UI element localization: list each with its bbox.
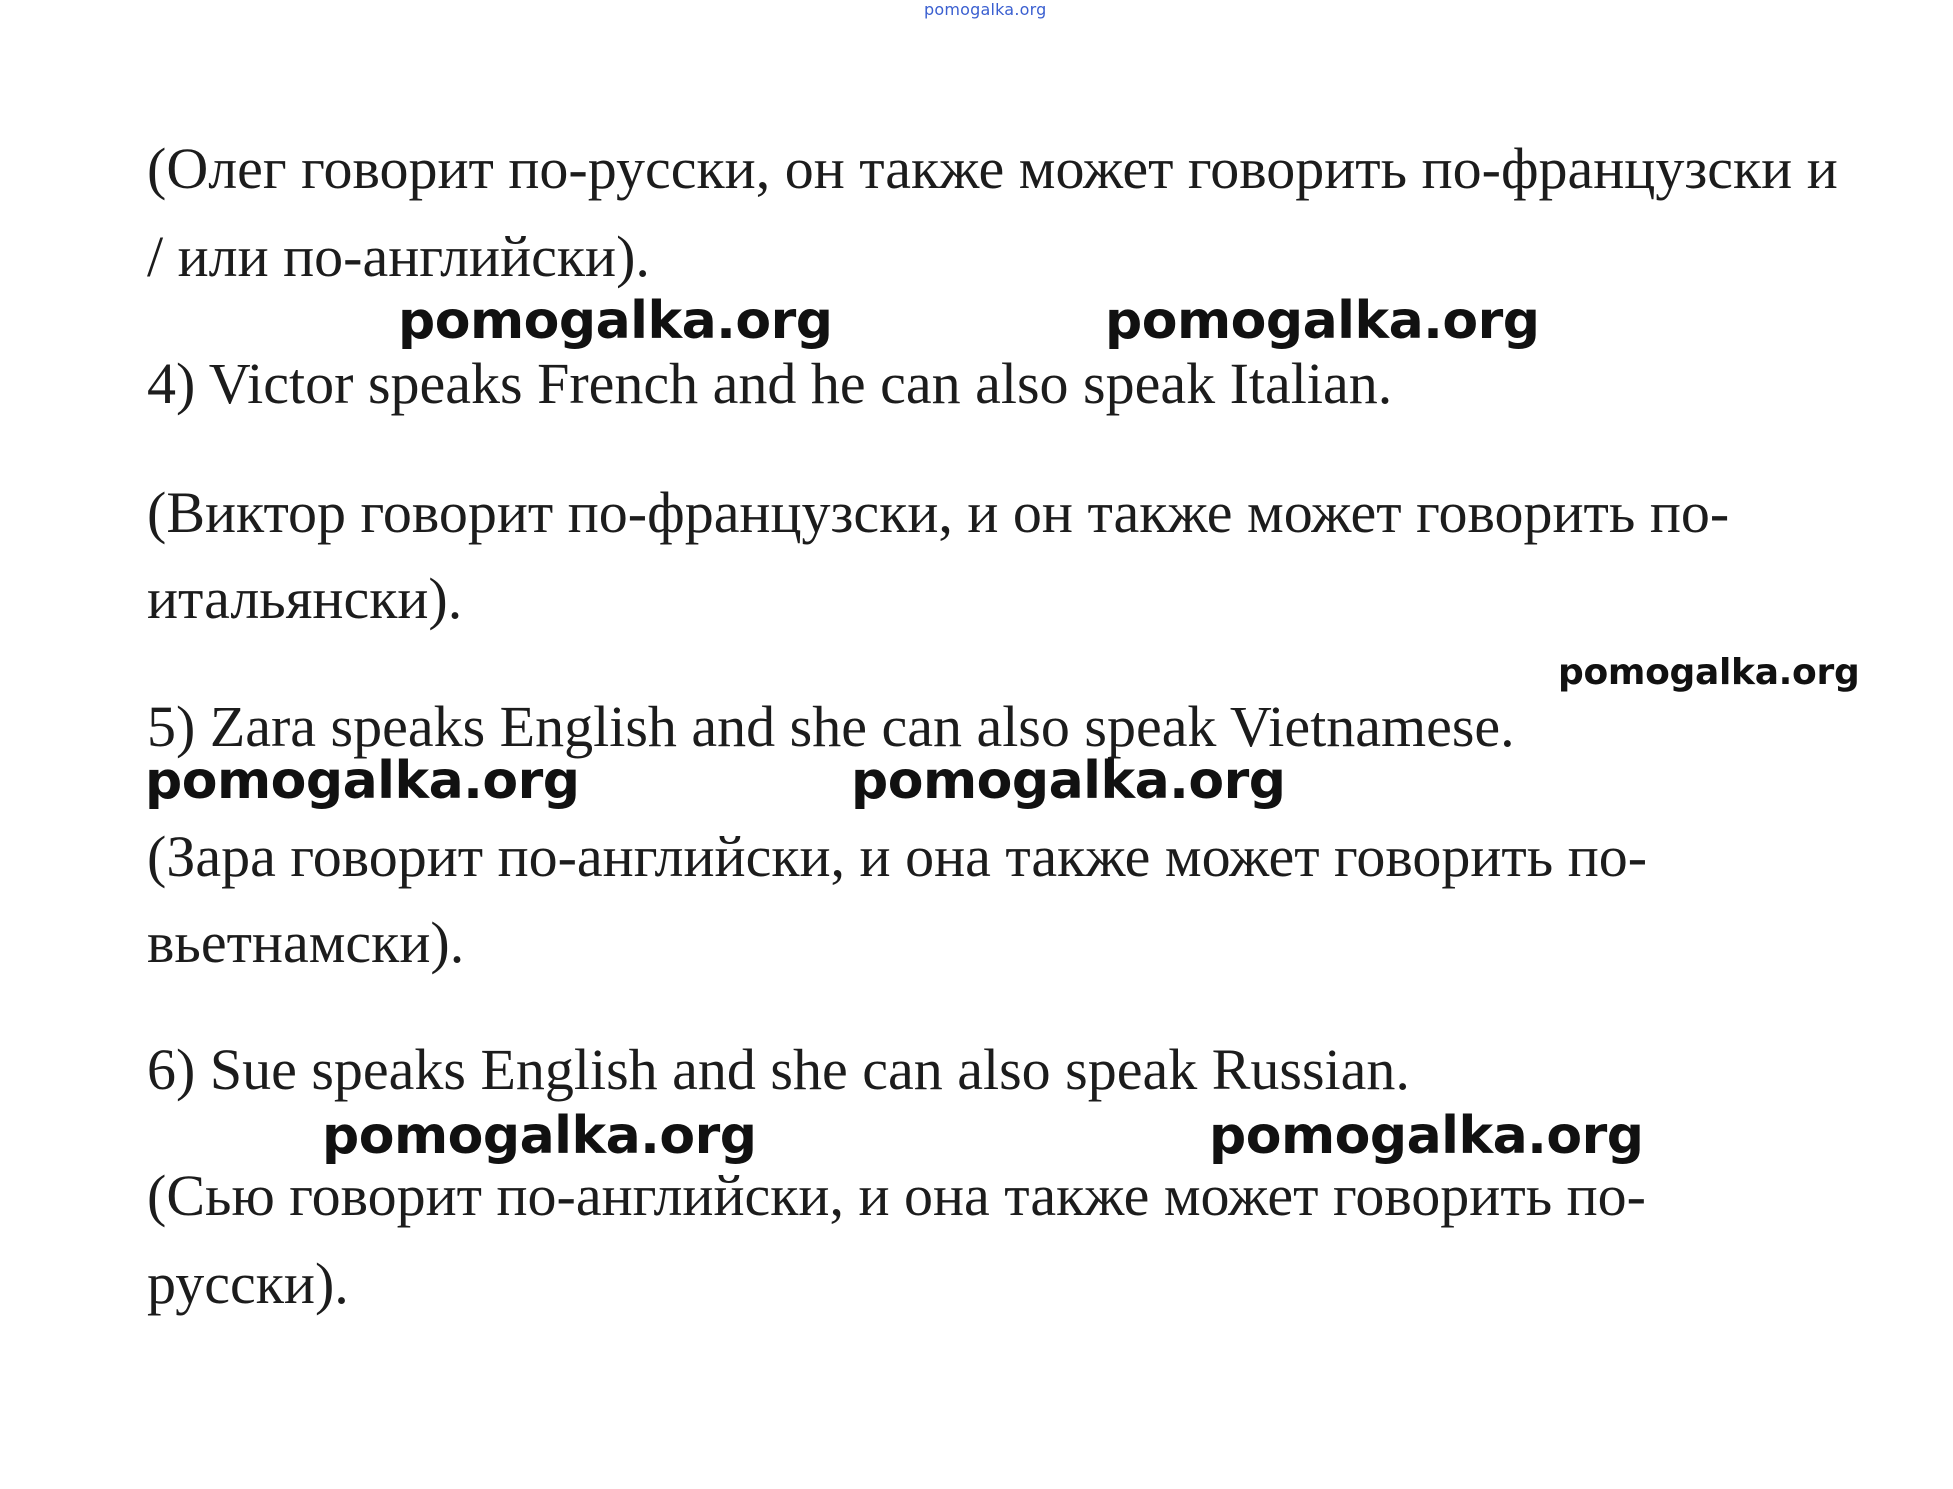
watermark: pomogalka.org (1558, 652, 1860, 693)
text-line-5: итальянски). (147, 566, 463, 631)
watermark: pomogalka.org (1209, 1106, 1644, 1166)
text-line-4: (Виктор говорит по-французски, и он также может говорить по- (147, 480, 1730, 545)
text-line-9: 6) Sue speaks English and she can also speak Russian. (147, 1037, 1410, 1102)
text-line-11: русски). (147, 1251, 349, 1316)
watermark: pomogalka.org (322, 1106, 757, 1166)
text-line-1: (Олег говорит по-русски, он также может говорить по-французски и (147, 136, 1838, 201)
header-site-link[interactable]: pomogalka.org (924, 0, 1047, 19)
text-line-8: вьетнамски). (147, 910, 465, 975)
text-line-10: (Сью говорит по-английски, и она также может говорить по- (147, 1163, 1646, 1228)
watermark: pomogalka.org (851, 751, 1286, 811)
text-line-7: (Зара говорит по-английски, и она также может говорить по- (147, 824, 1648, 889)
watermark: pomogalka.org (398, 291, 833, 351)
watermark: pomogalka.org (1105, 291, 1540, 351)
text-line-6: 5) Zara speaks English and she can also speak Vietnamese. (147, 694, 1515, 759)
text-line-2: / или по-английски). (147, 224, 650, 289)
text-line-3: 4) Victor speaks French and he can also speak Italian. (147, 351, 1393, 416)
watermark: pomogalka.org (145, 751, 580, 811)
